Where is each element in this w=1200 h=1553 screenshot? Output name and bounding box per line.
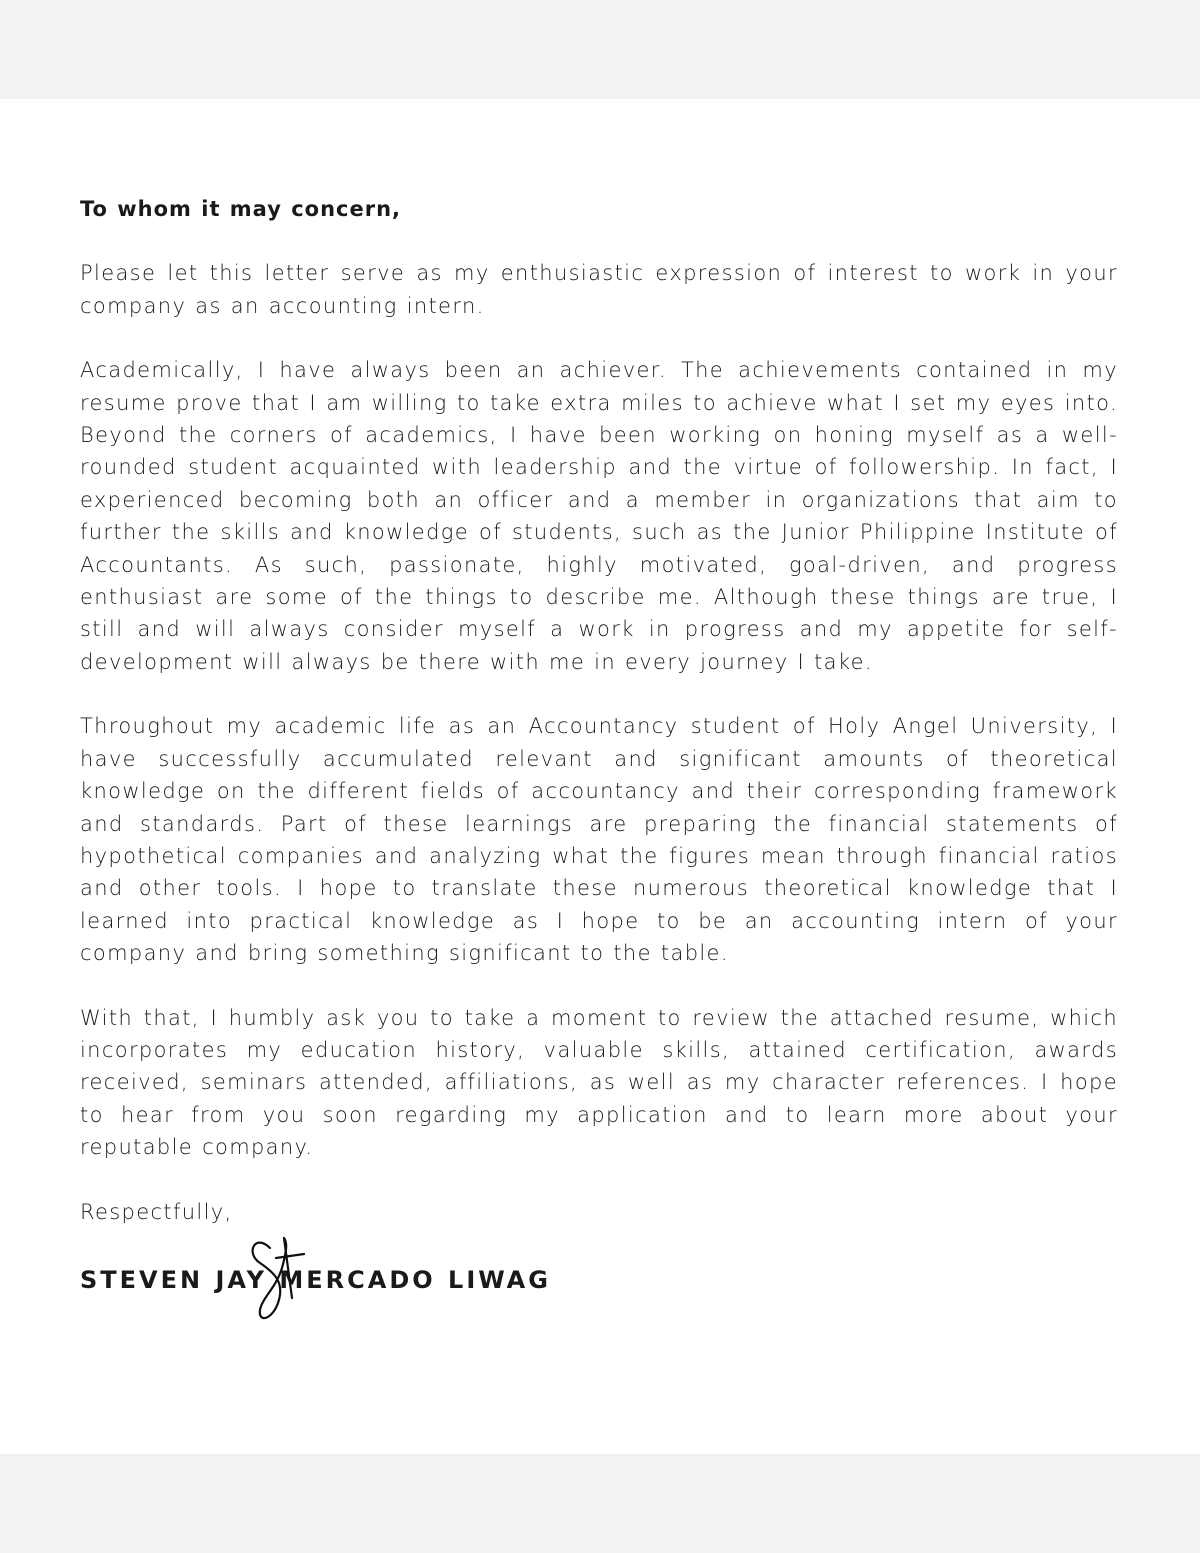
salutation: To whom it may concern, [80,197,401,221]
paragraph-intro: Please let this letter serve as my enthusiastic expression of interest to work in your company as an accounting intern. [80,261,1118,318]
signer-name: STEVEN JAY MERCADO LIWAG [80,1265,551,1294]
signature-block [80,1228,1118,1348]
closing: Respectfully, [80,1199,233,1224]
paragraph-knowledge: Throughout my academic life as an Accountancy student of Holy Angel University, I have successfully accumulated relevant and significant amounts of theoretical knowledge on the different fields of accountancy and their corresponding framework and standards. Part of these learnings are preparing the financial statements of hypothetical companies and analyzing what the figures mean through financial ratios and other tools. I hope to translate these numerous theoretical knowledge that I learned into practical knowledge as I hope to be an accounting intern of your company and bring something significant to the table. [80,714,1118,966]
document-page [0,99,1200,1454]
cover-letter [80,193,1118,1348]
handwritten-signature-icon [240,1228,350,1328]
paragraph-academics: Academically, I have always been an achiever. The achievements contained in my resume prove that I am willing to take extra miles to achieve what I set my eyes into. Beyond the corners of academics, I have been working on honing myself as a well-rounded student acquainted with leadership and the virtue of followership. In fact, I experienced becoming both an officer and a member in organizations that aim to further the skills and knowledge of students, such as the Junior Philippine Institute of Accountants. As such, passionate, highly motivated, goal-driven, and progress enthusiast are some of the things to describe me. Although these things are true, I still and will always consider myself a work in progress and my appetite for self-development will always be there with me in every journey I take. [80,358,1118,674]
paragraph-request: With that, I humbly ask you to take a moment to review the attached resume, which incorporates my education history, valuable skills, attained certification, awards received, seminars attended, affiliations, as well as my character references. I hope to hear from you soon regarding my application and to learn more about your reputable company. [80,1005,1118,1160]
